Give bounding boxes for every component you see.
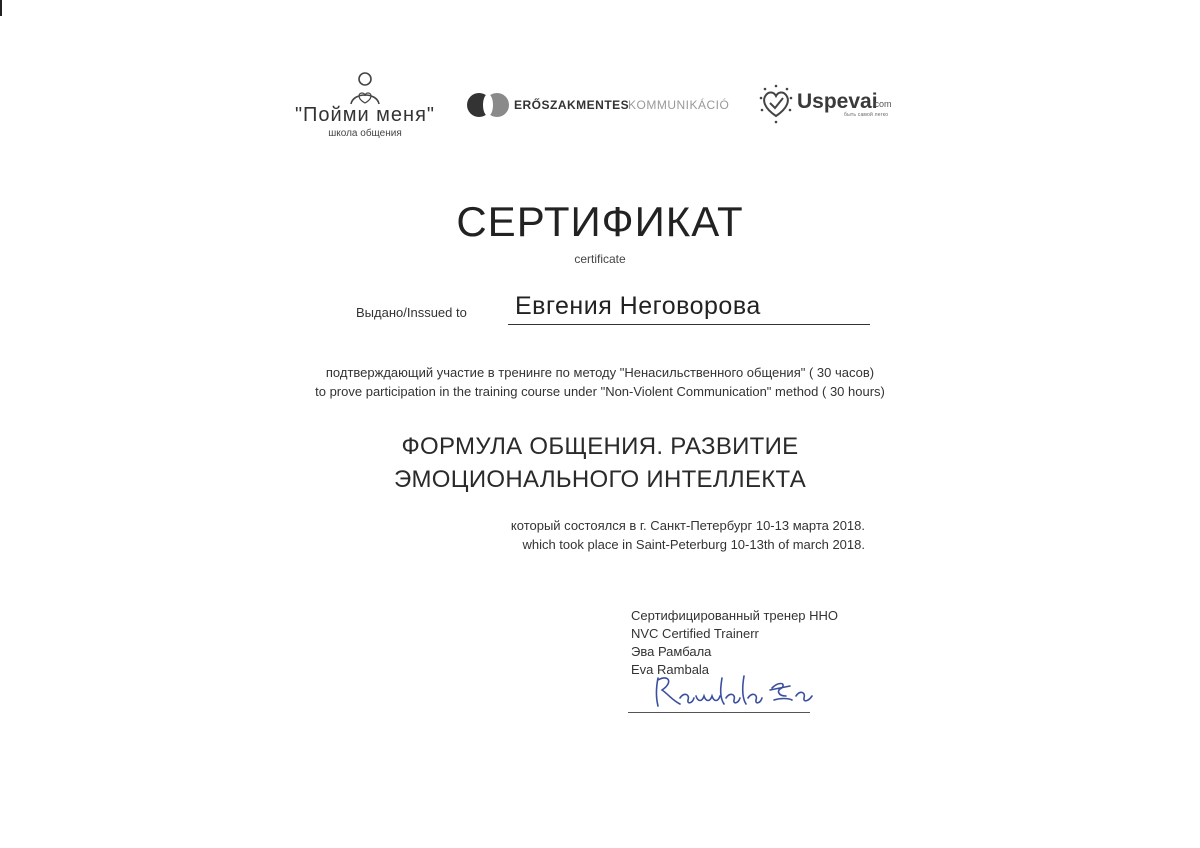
logo-eroszakmentes bbox=[466, 90, 741, 120]
trainer-name-ru: Эва Рамбала bbox=[631, 644, 712, 659]
signature-line bbox=[628, 712, 810, 713]
trainer-name-en: Eva Rambala bbox=[631, 662, 710, 677]
trainer-signature bbox=[650, 668, 820, 712]
place-en: which took place in Saint-Peterburg 10-13th of march 2018. bbox=[522, 537, 865, 552]
logo-mid-word1: ERŐSZAKMENTES bbox=[514, 98, 630, 112]
trainer-title-en: NVC Certified Trainerr bbox=[631, 626, 759, 641]
overlapping-circles-icon bbox=[466, 92, 512, 118]
place-ru: который состоялся в г. Санкт-Петербург 10-13 марта 2018. bbox=[510, 518, 865, 533]
logo-uspevai bbox=[756, 84, 906, 124]
recipient-name: Евгения Неговорова bbox=[515, 292, 761, 320]
logo-left-brand: "Пойми меня" bbox=[294, 104, 436, 126]
heart-check-icon bbox=[756, 84, 796, 124]
logo-right-tagline: быть самой легко bbox=[844, 112, 889, 118]
logo-right-name: Uspevai bbox=[797, 90, 878, 113]
certificate-title: СЕРТИФИКАТ bbox=[456, 198, 744, 245]
trainer-title-ru: Сертифицированный тренер ННО bbox=[631, 608, 839, 623]
course-title bbox=[0, 430, 1200, 496]
logo-mid-word2: KOMMUNIKÁCIÓ bbox=[628, 98, 730, 112]
logo-right-domain: .com bbox=[872, 99, 892, 109]
recipient-underline bbox=[508, 324, 870, 325]
logo-left-subtitle: школа общения bbox=[328, 128, 402, 139]
issued-to-label: Выдано/Inssued to bbox=[356, 305, 467, 320]
event-place-date bbox=[400, 516, 865, 554]
confirmation-en: to prove participation in the training course under "Non-Violent Communication" method ( 30 hours) bbox=[315, 384, 885, 399]
person-heart-icon bbox=[345, 70, 385, 106]
confirmation-text bbox=[0, 363, 1200, 401]
course-title-line1: ФОРМУЛА ОБЩЕНИЯ. РАЗВИТИЕ bbox=[401, 433, 799, 460]
confirmation-ru: подтверждающий участие в тренинге по методу "Ненасильственного общения" ( 30 часов) bbox=[325, 365, 875, 380]
course-title-line2: ЭМОЦИОНАЛЬНОГО ИНТЕЛЛЕКТА bbox=[393, 466, 807, 493]
logo-poymi-menya bbox=[280, 70, 450, 142]
scan-corner-mark bbox=[0, 0, 2, 16]
certificate-subtitle: certificate bbox=[574, 252, 626, 266]
